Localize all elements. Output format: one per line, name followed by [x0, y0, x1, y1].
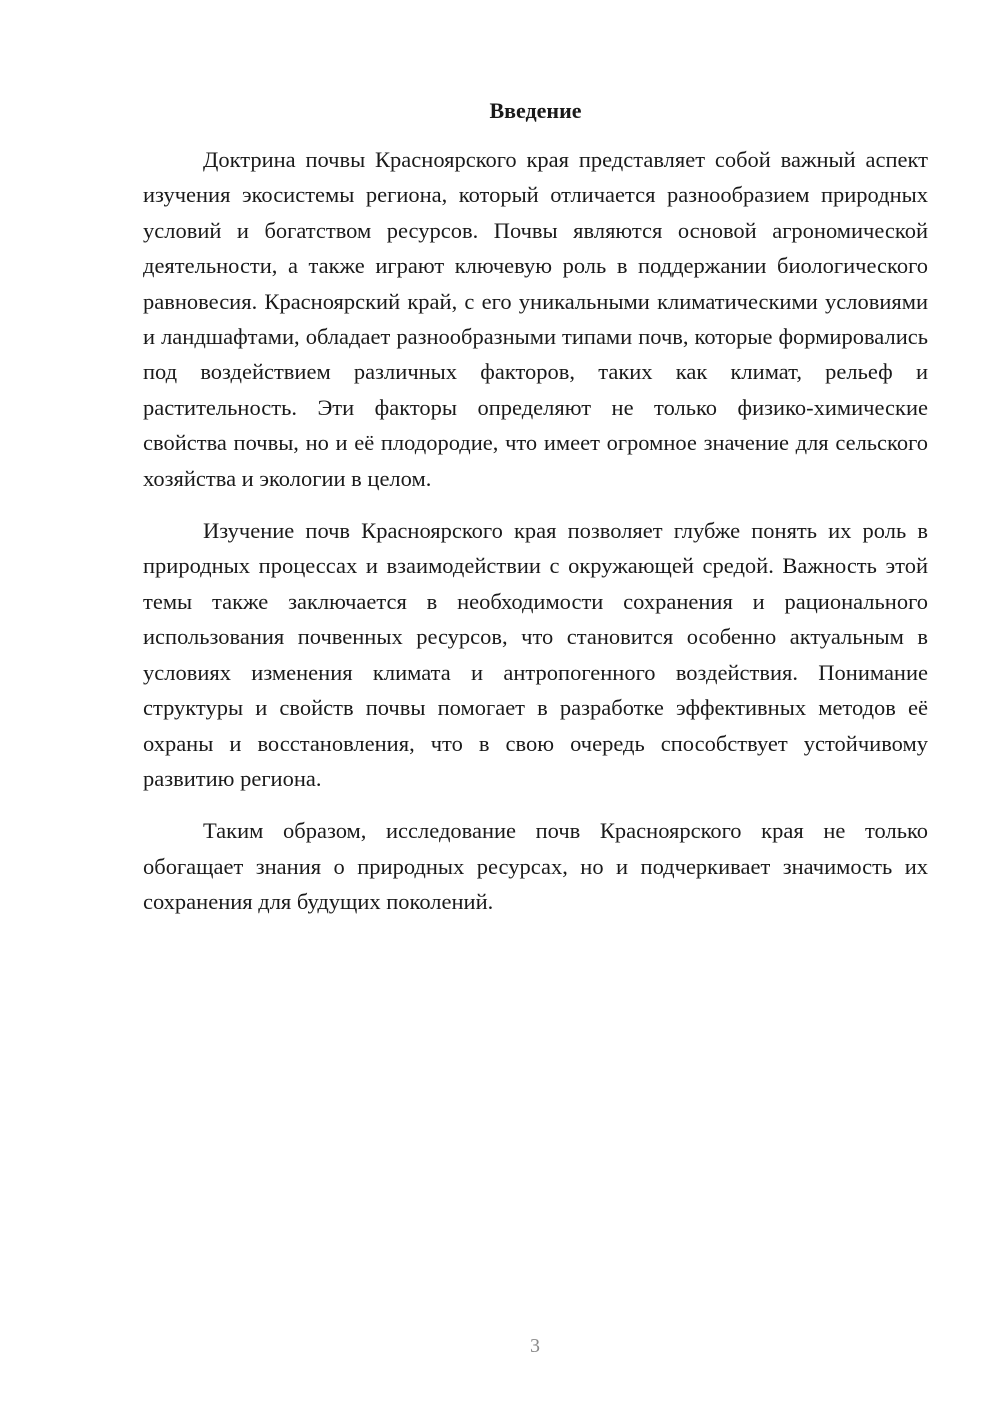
body-text [143, 142, 928, 937]
paragraph-2: Изучение почв Красноярского края позволяет глубже понять их роль в природных процессах и взаимодействии с окружающей средой. Важность этой темы также заключается в необходимости сохранения и рационального использования почвенных ресурсов, что становится особенно актуальным в условиях изменения климата и антропогенного воздействия. Понимание структуры и свойств почвы помогает в разработке эффективных методов её охраны и восстановления, что в свою очередь способствует устойчивому развитию региона. [143, 518, 928, 791]
paragraph-1: Доктрина почвы Красноярского края представляет собой важный аспект изучения экосистемы региона, который отличается разнообразием природных условий и богатством ресурсов. Почвы являются основой агрономической деятельности, а также играют ключевую роль в поддержании биологического равновесия. Красноярский край, с его уникальными климатическими условиями и ландшафтами, обладает разнообразными типами почв, которые формировались под воздействием различных факторов, таких как климат, рельеф и растительность. Эти факторы определяют не только физико-химические свойства почвы, но и её плодородие, что имеет огромное значение для сельского хозяйства и экологии в целом. [143, 147, 928, 491]
section-heading: Введение [489, 98, 582, 123]
paragraph-3: Таким образом, исследование почв Красноярского края не только обогащает знания о природных ресурсах, но и подчеркивает значимость их сохранения для будущих поколений. [143, 818, 928, 915]
page-number: 3 [530, 1335, 540, 1357]
